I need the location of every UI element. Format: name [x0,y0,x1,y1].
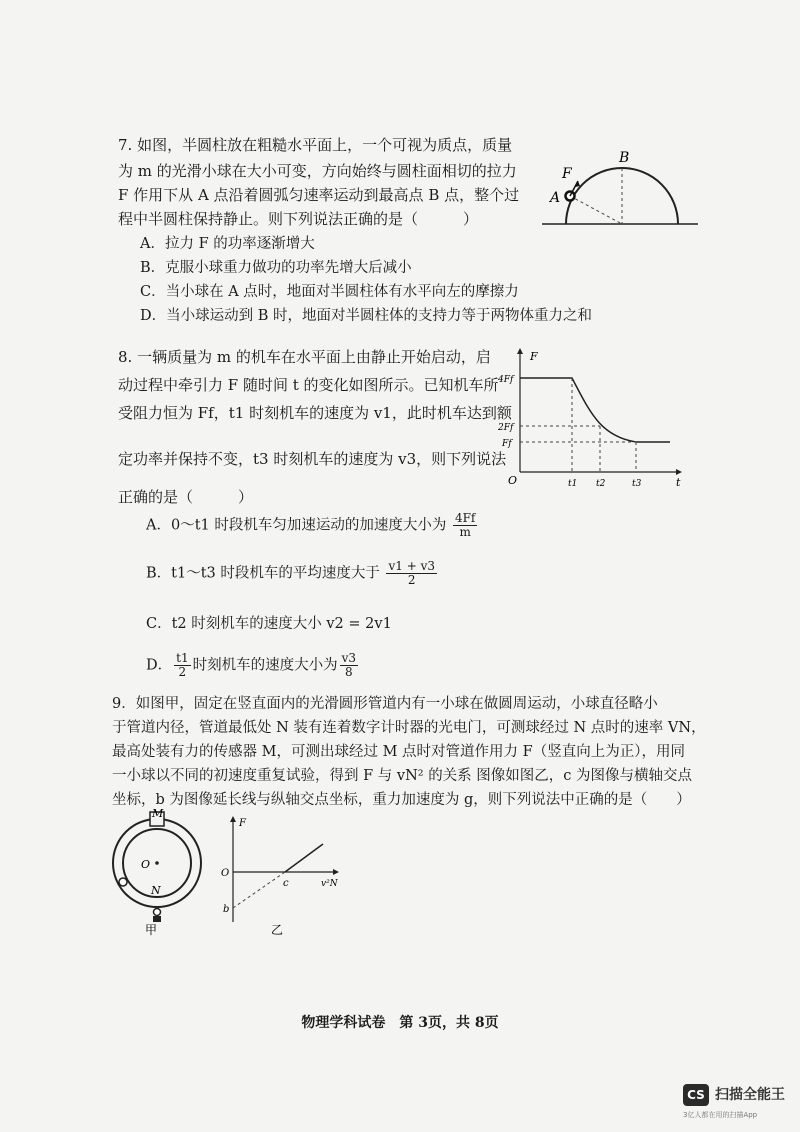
q8-line-2: 动过程中牵引力 F 随时间 t 的变化如图所示。已知机车所 [118,376,499,394]
q8-line-5: 正确的是（ ） [118,488,254,506]
tick-2ff: 2Ff [498,423,514,433]
q8-option-b-text: B．t1～t3 时段机车的平均速度大于 [146,565,380,582]
graph2-b: b [223,904,230,915]
graph-x-label: t [676,476,681,489]
scanner-watermark [683,1080,793,1120]
q9-circular-tube-figure [105,808,215,938]
caption-jia: 甲 [145,923,158,937]
q7-semicylinder-figure [540,140,700,235]
graph2-c: c [283,878,289,889]
q7-option-a: A．拉力 F 的功率逐渐增大 [140,236,315,252]
q9-force-graph [215,812,345,937]
q8-line-1: 8. 一辆质量为 m 的机车在水平面上由静止开始启动，启 [118,348,491,366]
q8-option-d-mid: 时刻机车的速度大小为 [192,657,338,674]
q9-line-3: 最高处装有力的传感器 M，可测出球经过 M 点时对管道作用力 F（竖直向上为正），用同 [112,744,685,760]
q7-line-1: 7. 如图，半圆柱放在粗糙水平面上，一个可视为质点，质量 [118,136,513,154]
q8-option-a-num: 4Ff [454,511,476,525]
graph-origin: O [508,474,518,487]
q8-option-a-den: m [459,525,471,539]
ball [119,878,127,886]
graph-y-label: F [530,350,538,363]
watermark-sub: 3亿人都在用的扫描App [683,1111,758,1119]
q7-line-2: 为 m 的光滑小球在大小可变，方向始终与圆柱面相切的拉力 [118,162,517,180]
q8-option-d-t-num: t1 [176,651,189,665]
q8-option-a-text: A．0～t1 时段机车匀加速运动的加速度大小为 [146,517,447,534]
label-n: N [151,884,161,897]
q8-option-d [146,652,360,679]
cs-logo-icon: CS [683,1084,709,1106]
q9-line-4: 一小球以不同的初速度重复试验，得到 F 与 vN² 的关系 图像如图乙，c 为图像与横轴交点 [112,768,693,784]
q8-option-a [146,512,479,539]
label-a: A [550,190,561,206]
q8-force-time-graph [500,340,690,490]
q8-line-4: 定功率并保持不变，t3 时刻机车的速度为 v3，则下列说法 [118,450,507,468]
tick-t2: t2 [596,479,606,489]
graph2-x-label: v²N [321,879,338,889]
q8-option-d-pre: D． [146,657,173,674]
page-footer: 物理学科试卷 第 3页，共 8页 [301,1015,499,1031]
q8-option-c: C．t2 时刻机车的速度大小 v2 = 2v1 [146,616,392,632]
q9-line-1: 9．如图甲，固定在竖直面内的光滑圆形管道内有一小球在做圆周运动，小球直径略小 [112,696,658,712]
label-o: O [141,858,151,871]
q8-option-b-num: v1 + v3 [388,559,435,573]
graph2-f: F [239,818,246,829]
q9-line-2: 于管道内径，管道最低处 N 装有连着数字计时器的光电门，可测球经过 N 点时的速率 VN， [112,720,706,736]
q8-option-d-t-den: 2 [178,665,187,679]
graph2-o: O [221,868,230,879]
q9-line-5: 坐标，b 为图像延长线与纵轴交点坐标，重力加速度为 g，则下列说法中正确的是（ ） [112,792,691,808]
tick-t1: t1 [568,479,578,489]
q8-option-d-v-num: v3 [341,651,357,665]
q7-option-d: D．当小球运动到 B 时，地面对半圆柱体的支持力等于两物体重力之和 [140,308,592,324]
q8-line-3: 受阻力恒为 Ff，t1 时刻机车的速度为 v1，此时机车达到额 [118,404,512,422]
q7-option-b: B．克服小球重力做功的功率先增大后减小 [140,260,412,276]
label-b: B [619,150,630,166]
tick-4ff: 4Ff [498,375,514,385]
q7-line-3: F 作用下从 A 点沿着圆弧匀速率运动到最高点 B 点，整个过 [118,186,520,204]
q7-option-c: C．当小球在 A 点时，地面对半圆柱体有水平向左的摩擦力 [140,284,519,300]
label-f: F [562,166,572,182]
q8-option-b [146,560,439,587]
tick-t3: t3 [632,479,642,489]
q8-option-b-den: 2 [407,573,416,587]
q7-line-4: 程中半圆柱保持静止。则下列说法正确的是（ ） [118,210,479,228]
label-m: M [152,807,164,820]
watermark-name: 扫描全能王 [715,1087,785,1103]
q8-option-d-v-den: 8 [345,665,353,679]
tick-ff: Ff [502,439,512,449]
caption-yi: 乙 [271,923,284,937]
